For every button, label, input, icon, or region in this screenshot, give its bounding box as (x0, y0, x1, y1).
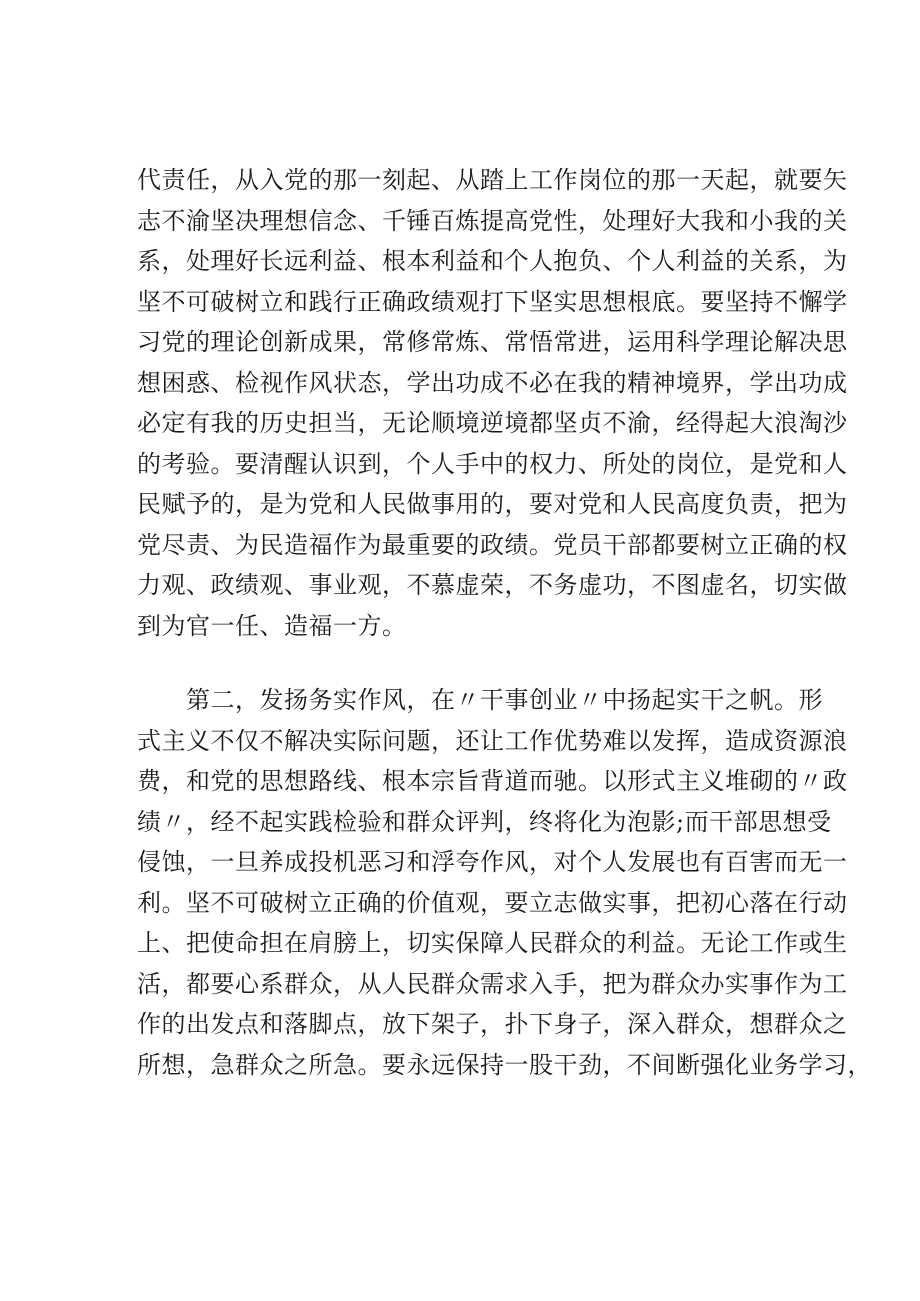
paragraph-1-line: 坚不可破树立和践行正确政绩观打下坚实思想根底。要坚持不懈学 (137, 287, 848, 316)
paragraph-1-line: 党尽责、为民造福作为最重要的政绩。党员干部都要树立正确的权 (137, 530, 848, 559)
paragraph-1-line: 习党的理论创新成果，常修常炼、常悟常进，运用科学理论解决思 (137, 328, 848, 356)
paragraph-2-line: 式主义不仅不解决实际问题，还让工作优势难以发挥，造成资源浪 (137, 726, 848, 755)
paragraph-2-line: 侵蚀，一旦养成投机恶习和浮夸作风，对个人发展也有百害而无一 (137, 848, 848, 876)
paragraph-1 (137, 160, 848, 646)
paragraph-1-line: 系，处理好长远利益、根本利益和个人抱负、个人利益的关系，为 (137, 247, 848, 275)
paragraph-2 (137, 680, 872, 1085)
paragraph-1-line: 的考验。要清醒认识到，个人手中的权力、所处的岗位，是党和人 (137, 449, 848, 478)
paragraph-1-line: 必定有我的历史担当，无论顺境逆境都坚贞不渝，经得起大浪淘沙 (137, 409, 848, 437)
paragraph-2-line: 费，和党的思想路线、根本宗旨背道而驰。以形式主义堆砌的〃政 (137, 767, 848, 795)
paragraph-2-line: 绩〃，经不起实践检验和群众评判，终将化为泡影;而干部思想受 (137, 807, 832, 836)
paragraph-1-line: 代责任，从入党的那一刻起、从踏上工作岗位的那一天起，就要矢 (137, 166, 848, 194)
paragraph-2-line: 活，都要心系群众，从人民群众需求入手，把为群众办实事作为工 (137, 969, 848, 998)
paragraph-2-line: 上、把使命担在肩膀上，切实保障人民群众的利益。无论工作或生 (137, 929, 848, 957)
paragraph-1-line: 想困惑、检视作风状态，学出功成不必在我的精神境界，学出功成 (137, 368, 848, 397)
paragraph-2-line: 所想，急群众之所急。要永远保持一股干劲，不间断强化业务学习， (137, 1050, 872, 1079)
paragraph-1-line: 志不渝坚决理想信念、千锤百炼提高党性，处理好大我和小我的关 (137, 206, 848, 235)
paragraph-1-line: 力观、政绩观、事业观，不慕虚荣，不务虚功，不图虚名，切实做 (137, 571, 848, 599)
paragraph-1-line: 到为官一任、造福一方。 (137, 611, 407, 640)
paragraph-2-line: 第二，发扬务实作风，在〃干事创业〃中扬起实干之帆。形 (137, 686, 823, 714)
paragraph-1-line: 民赋予的，是为党和人民做事用的，要对党和人民高度负责，把为 (137, 490, 848, 518)
paragraph-2-line: 利。坚不可破树立正确的价值观，要立志做实事，把初心落在行动 (137, 888, 848, 917)
paragraph-2-line: 作的出发点和落脚点，放下架子，扑下身子，深入群众，想群众之 (137, 1010, 848, 1038)
